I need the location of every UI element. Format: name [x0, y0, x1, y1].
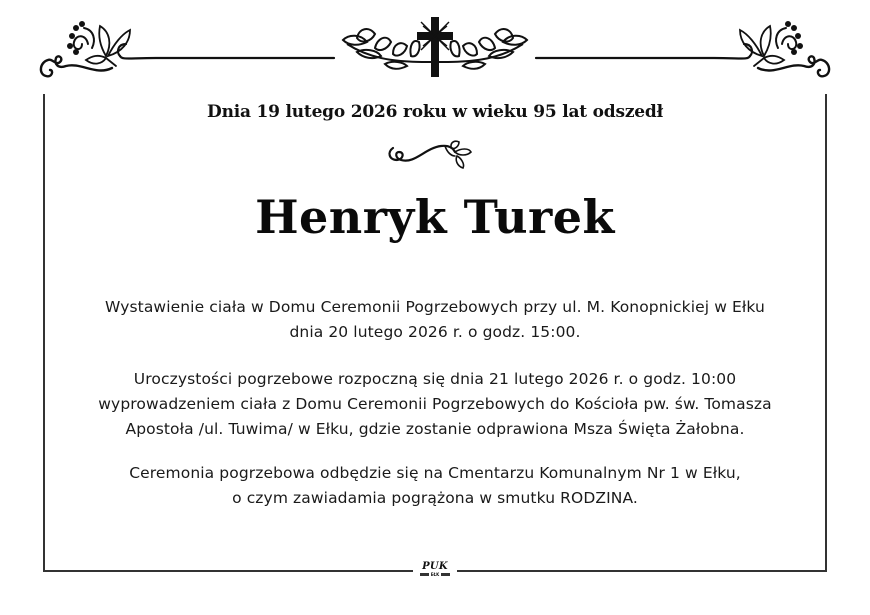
paragraph-line: o czym zawiadamia pogrążona w smutku RODZINA.	[232, 489, 638, 507]
floral-flourish-right-icon	[534, 14, 834, 86]
paragraph-line: wyprowadzeniem ciała z Domu Ceremonii Pogrzebowych do Kościoła pw. św. Tomasza	[98, 395, 772, 413]
paragraph-line: dnia 20 lutego 2026 r. o godz. 15:00.	[289, 323, 581, 341]
logo-main-text: PUK	[422, 561, 448, 572]
paragraph-line: Wystawienie ciała w Domu Ceremonii Pogrzebowych przy ul. M. Konopnickiej w Ełku	[105, 298, 765, 316]
death-announcement-header: Dnia 19 lutego 2026 roku w wieku 95 lat odszedł	[207, 102, 663, 122]
logo-sub-row	[417, 572, 453, 577]
vine-swirl-divider-icon	[385, 140, 485, 170]
frame-left-border	[43, 94, 45, 572]
paragraph-line: Apostoła /ul. Tuwima/ w Ełku, gdzie zostanie odprawiona Msza Święta Żałobna.	[125, 420, 745, 438]
funeral-ceremony-paragraph	[50, 367, 820, 442]
cross-with-laurel-icon	[335, 12, 535, 80]
burial-paragraph	[50, 461, 820, 511]
floral-flourish-left-icon	[36, 14, 336, 86]
paragraph-line: Ceremonia pogrzebowa odbędzie się na Cmentarzu Komunalnym Nr 1 w Ełku,	[129, 464, 741, 482]
puk-elk-logo	[417, 562, 453, 582]
deceased-name: Henryk Turek	[255, 190, 615, 244]
logo-bar-left	[420, 573, 429, 576]
frame-bottom-border-right	[457, 570, 827, 572]
viewing-paragraph	[50, 295, 820, 345]
logo-sub-text: EŁK	[430, 572, 440, 577]
frame-bottom-border-left	[43, 570, 413, 572]
paragraph-line: Uroczystości pogrzebowe rozpoczną się dnia 21 lutego 2026 r. o godz. 10:00	[133, 370, 737, 388]
logo-bar-right	[441, 573, 450, 576]
frame-right-border	[825, 94, 827, 572]
